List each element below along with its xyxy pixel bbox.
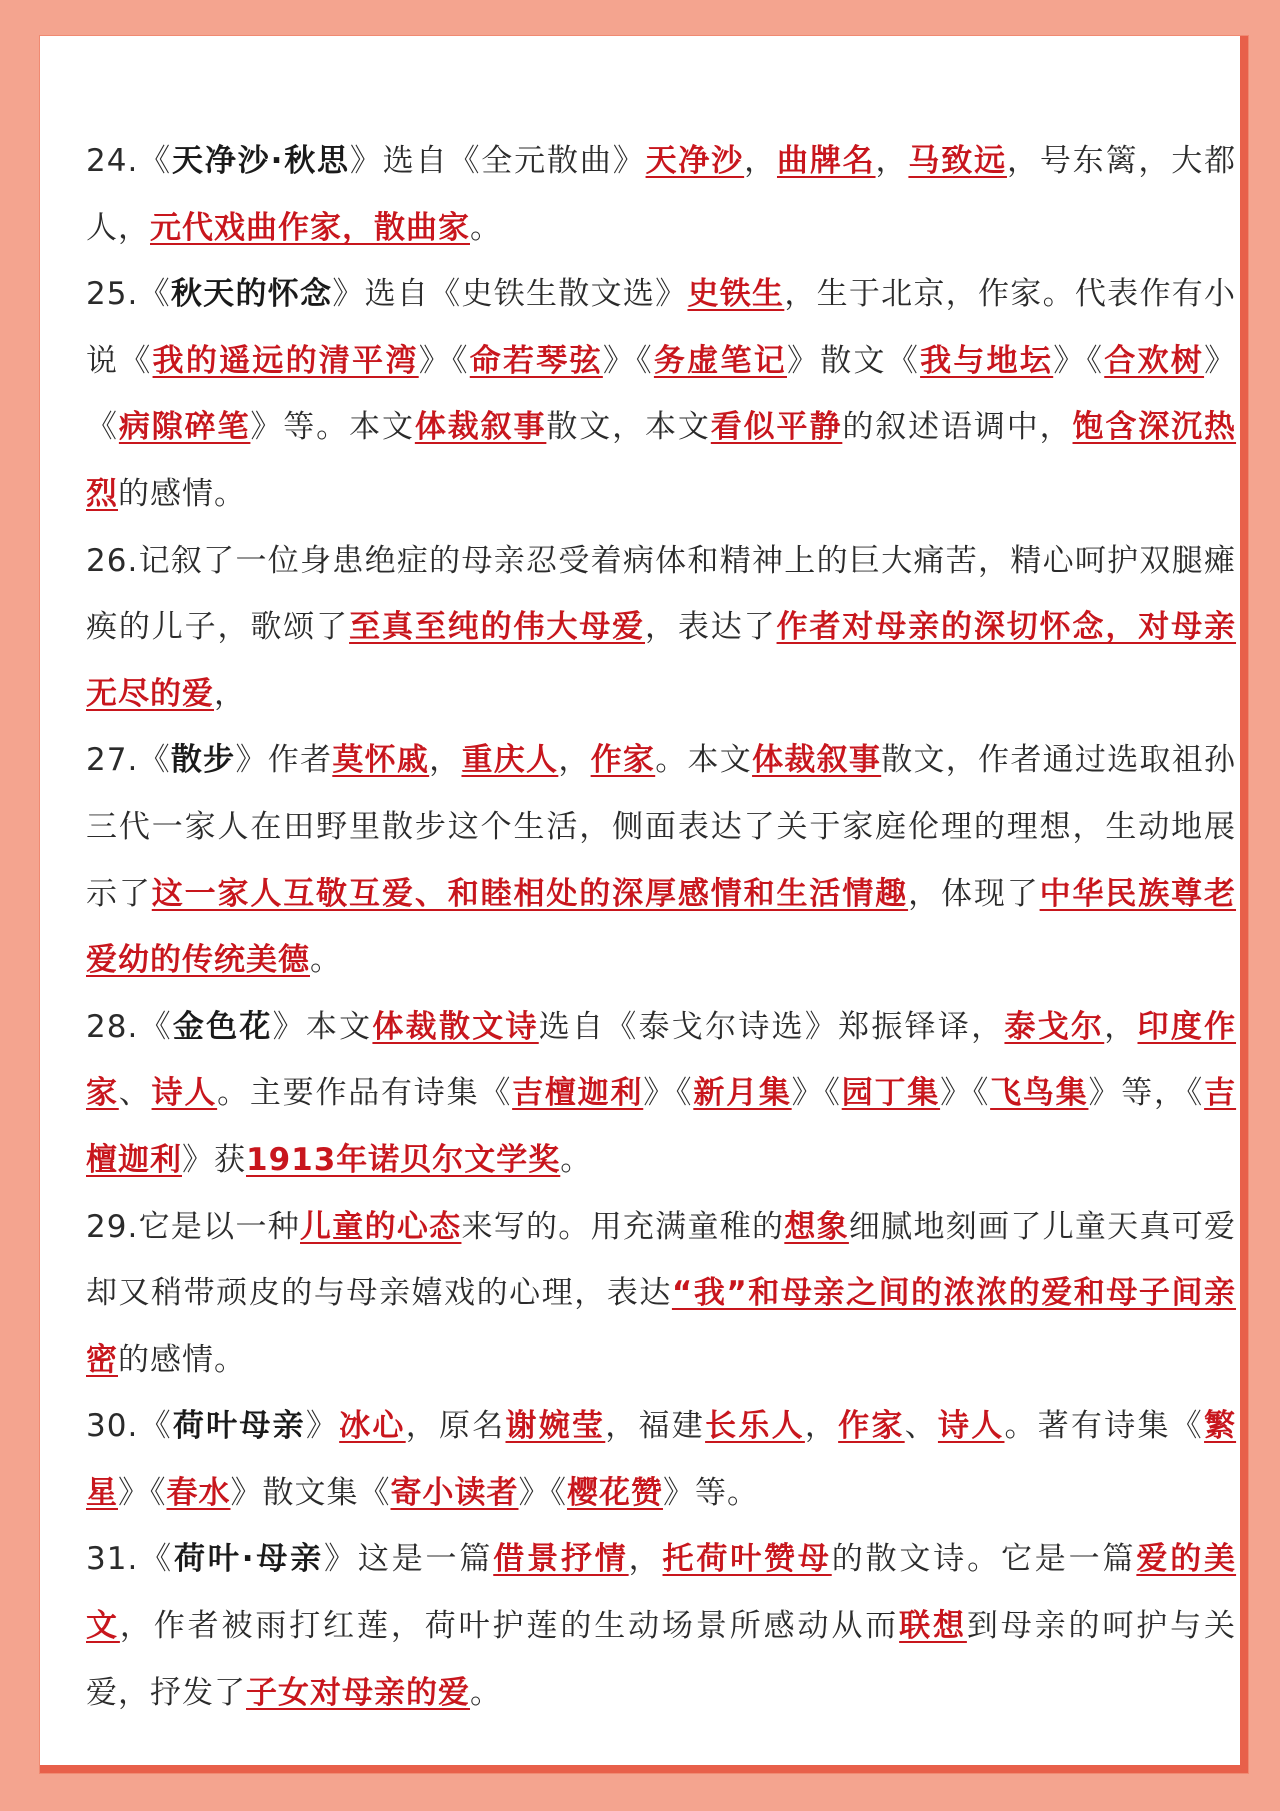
highlighted-answer: 印度作家 bbox=[86, 1008, 1237, 1112]
text-segment: ，体现了 bbox=[908, 875, 1040, 912]
highlighted-answer: 命若琴弦 bbox=[469, 342, 603, 379]
text-segment: 26.记叙了一位身患绝症的母亲忍受着病体和精神上的巨大痛苦，精心呵护双腿瘫痪的儿子，歌颂了 bbox=[86, 542, 1236, 646]
text-segment: ， bbox=[558, 742, 591, 779]
text-segment: ，原名 bbox=[405, 1408, 506, 1445]
text-segment: 的散文诗。它是一篇 bbox=[831, 1541, 1137, 1578]
text-segment: 散文，本文 bbox=[546, 409, 711, 446]
text-segment: 》散文集《 bbox=[230, 1474, 391, 1511]
text-segment: ，作者被雨打红莲，荷叶护莲的生动场景所感动从而 bbox=[119, 1608, 900, 1645]
highlighted-answer: 作家 bbox=[838, 1408, 905, 1445]
text-segment: 散文，作者通过选取祖孙三代一家人在田野里散步这个生活，侧面表达了关于家庭伦理的理想，生动地展示了 bbox=[86, 742, 1237, 912]
highlighted-answer: 体裁散文诗 bbox=[372, 1008, 539, 1045]
text-segment: 24.《 bbox=[86, 143, 173, 179]
text-segment: 、 bbox=[904, 1408, 938, 1445]
text-segment: ， bbox=[628, 1541, 663, 1578]
text-segment: 的感情。 bbox=[118, 1341, 246, 1378]
text-segment: 》选自《史铁生散文选》 bbox=[332, 276, 688, 313]
highlighted-answer: 作家 bbox=[590, 742, 656, 779]
highlighted-answer: 我的遥远的清平湾 bbox=[152, 342, 419, 379]
highlighted-answer: 园丁集 bbox=[841, 1075, 941, 1112]
highlighted-answer: 吉檀迦利 bbox=[86, 1075, 1237, 1178]
text-segment: 的感情。 bbox=[118, 475, 246, 512]
highlighted-answer: 重庆人 bbox=[461, 742, 559, 779]
highlighted-answer: 合欢树 bbox=[1104, 342, 1205, 379]
highlighted-answer: 体裁叙事 bbox=[414, 409, 547, 446]
text-segment: 30.《 bbox=[86, 1408, 173, 1445]
text-segment: 》等，《 bbox=[1088, 1075, 1205, 1112]
paragraph-27 bbox=[86, 727, 1236, 993]
work-title: 秋天的怀念 bbox=[170, 276, 333, 313]
highlighted-answer: 托荷叶赞母 bbox=[662, 1541, 832, 1578]
text-segment: ， bbox=[214, 675, 246, 712]
highlighted-answer: 史铁生 bbox=[687, 276, 785, 313]
text-segment: 。著有诗集《 bbox=[1004, 1408, 1205, 1445]
text-segment: 27.《 bbox=[86, 742, 171, 779]
text-segment: 》《 bbox=[1053, 342, 1105, 379]
highlighted-answer: 樱花赞 bbox=[567, 1474, 663, 1511]
highlighted-answer: 曲牌名 bbox=[776, 143, 876, 179]
highlighted-answer: 借景抒情 bbox=[493, 1541, 629, 1578]
text-segment: 》获 bbox=[182, 1141, 246, 1178]
text-segment: 31.《 bbox=[86, 1541, 174, 1578]
text-segment: ， bbox=[875, 143, 909, 179]
work-title: 荷叶母亲 bbox=[172, 1408, 306, 1445]
text-segment: ，号东篱，大都人， bbox=[86, 143, 1237, 246]
work-title: 天净沙·秋思 bbox=[172, 143, 350, 179]
text-segment: 。 bbox=[470, 209, 502, 246]
text-segment: ，生于北京，作家。代表作有小说《 bbox=[86, 276, 1237, 379]
text-segment: ， bbox=[804, 1408, 839, 1445]
text-segment: 。主要作品有诗集《 bbox=[217, 1075, 513, 1112]
text-segment: 。本文 bbox=[655, 742, 753, 779]
document-page bbox=[40, 36, 1248, 1773]
text-segment: 来写的。用充满童稚的 bbox=[461, 1208, 785, 1245]
highlighted-answer: 看似平静 bbox=[710, 409, 843, 446]
paragraph-29 bbox=[86, 1194, 1236, 1394]
text-segment: ， bbox=[744, 143, 777, 179]
highlighted-answer: 马致远 bbox=[908, 143, 1007, 179]
paragraph-24 bbox=[86, 128, 1236, 261]
highlighted-answer: 想象 bbox=[784, 1208, 849, 1245]
text-segment: 。 bbox=[470, 1674, 502, 1711]
highlighted-answer: 联想 bbox=[899, 1608, 967, 1645]
highlighted-answer: 儿童的心态 bbox=[300, 1208, 462, 1245]
highlighted-answer: 长乐人 bbox=[705, 1408, 805, 1445]
highlighted-answer: 吉檀迦利 bbox=[512, 1075, 644, 1112]
highlighted-answer: 天净沙 bbox=[645, 143, 745, 179]
text-segment: 》《 bbox=[518, 1474, 567, 1511]
highlighted-answer: 子女对母亲的爱 bbox=[246, 1674, 470, 1711]
paragraph-31 bbox=[86, 1526, 1236, 1726]
text-segment: 、 bbox=[118, 1075, 152, 1112]
highlighted-answer: 务虚笔记 bbox=[653, 342, 787, 379]
highlighted-answer: 冰心 bbox=[339, 1408, 406, 1445]
highlighted-answer: 莫怀戚 bbox=[332, 742, 430, 779]
text-segment: 。 bbox=[560, 1141, 593, 1178]
highlighted-answer: 爱的美文 bbox=[86, 1541, 1237, 1645]
text-segment: 》《 bbox=[118, 1474, 167, 1511]
highlighted-answer: 繁星 bbox=[86, 1408, 1237, 1511]
text-segment: 》等。本文 bbox=[250, 409, 415, 446]
text-segment: 细腻地刻画了儿童天真可爱却又稍带顽皮的与母亲嬉戏的心理，表达 bbox=[86, 1208, 1237, 1312]
text-segment: 》 bbox=[305, 1408, 340, 1445]
text-segment: ，表达了 bbox=[645, 609, 777, 646]
work-title: 荷叶·母亲 bbox=[174, 1541, 325, 1578]
highlighted-answer: 飞鸟集 bbox=[990, 1075, 1089, 1112]
paragraph-28 bbox=[86, 994, 1236, 1194]
highlighted-answer: 作者对母亲的深切怀念，对母亲无尽的爱 bbox=[86, 609, 1237, 712]
text-segment: ， bbox=[1104, 1008, 1138, 1045]
highlighted-answer: 饱含深沉热烈 bbox=[86, 409, 1237, 512]
highlighted-answer: 谢婉莹 bbox=[505, 1408, 606, 1445]
paragraph-25 bbox=[86, 261, 1236, 527]
text-segment: 》选自《全元散曲》 bbox=[349, 143, 646, 179]
text-segment: ， bbox=[429, 742, 462, 779]
text-segment: 》《 bbox=[86, 342, 1237, 446]
highlighted-answer: 泰戈尔 bbox=[1004, 1008, 1105, 1045]
text-segment: 》本文 bbox=[272, 1008, 373, 1045]
highlighted-answer: 新月集 bbox=[693, 1075, 792, 1112]
highlighted-answer: 这一家人互敬互爱、和睦相处的深厚感情和生活情趣 bbox=[151, 875, 909, 912]
text-segment: 》作者 bbox=[235, 742, 333, 779]
highlighted-answer: 春水 bbox=[166, 1474, 231, 1511]
highlighted-answer: 病隙碎笔 bbox=[118, 409, 251, 446]
text-segment: 选自《泰戈尔诗选》郑振铎译， bbox=[538, 1008, 1005, 1045]
text-segment: 的叙述语调中， bbox=[842, 409, 1073, 446]
text-segment: 》《 bbox=[418, 342, 470, 379]
highlighted-answer: 体裁叙事 bbox=[752, 742, 882, 779]
work-title: 散步 bbox=[170, 742, 236, 779]
highlighted-answer: 我与地坛 bbox=[920, 342, 1054, 379]
text-segment: 》这是一篇 bbox=[324, 1541, 494, 1578]
highlighted-answer: 至真至纯的伟大母爱 bbox=[349, 609, 646, 646]
text-segment: 29.它是以一种 bbox=[86, 1208, 301, 1245]
text-segment: 》散文《 bbox=[787, 342, 921, 379]
text-segment: 到母亲的呵护与关爱，抒发了 bbox=[86, 1608, 1237, 1711]
text-segment: 》《 bbox=[602, 342, 654, 379]
text-segment: 》《 bbox=[643, 1075, 694, 1112]
paragraph-26 bbox=[86, 528, 1236, 728]
highlighted-answer: 元代戏曲作家，散曲家 bbox=[150, 209, 470, 246]
paragraph-30 bbox=[86, 1393, 1236, 1526]
text-segment: ，福建 bbox=[605, 1408, 706, 1445]
highlighted-answer: 1913年诺贝尔文学奖 bbox=[246, 1141, 561, 1178]
text-segment: 28.《 bbox=[86, 1008, 173, 1045]
text-segment: 》《 bbox=[791, 1075, 842, 1112]
work-title: 金色花 bbox=[172, 1008, 273, 1045]
text-segment: 。 bbox=[310, 942, 342, 979]
highlighted-answer: 寄小读者 bbox=[390, 1474, 519, 1511]
document-content bbox=[86, 128, 1236, 1726]
text-segment: 25.《 bbox=[86, 276, 171, 313]
text-segment: 》等。 bbox=[663, 1474, 759, 1511]
highlighted-answer: 诗人 bbox=[151, 1075, 218, 1112]
highlighted-answer: “我”和母亲之间的浓浓的爱和母子间亲密 bbox=[86, 1275, 1237, 1378]
highlighted-answer: 中华民族尊老爱幼的传统美德 bbox=[86, 875, 1237, 979]
text-segment: 》《 bbox=[940, 1075, 991, 1112]
highlighted-answer: 诗人 bbox=[937, 1408, 1005, 1445]
